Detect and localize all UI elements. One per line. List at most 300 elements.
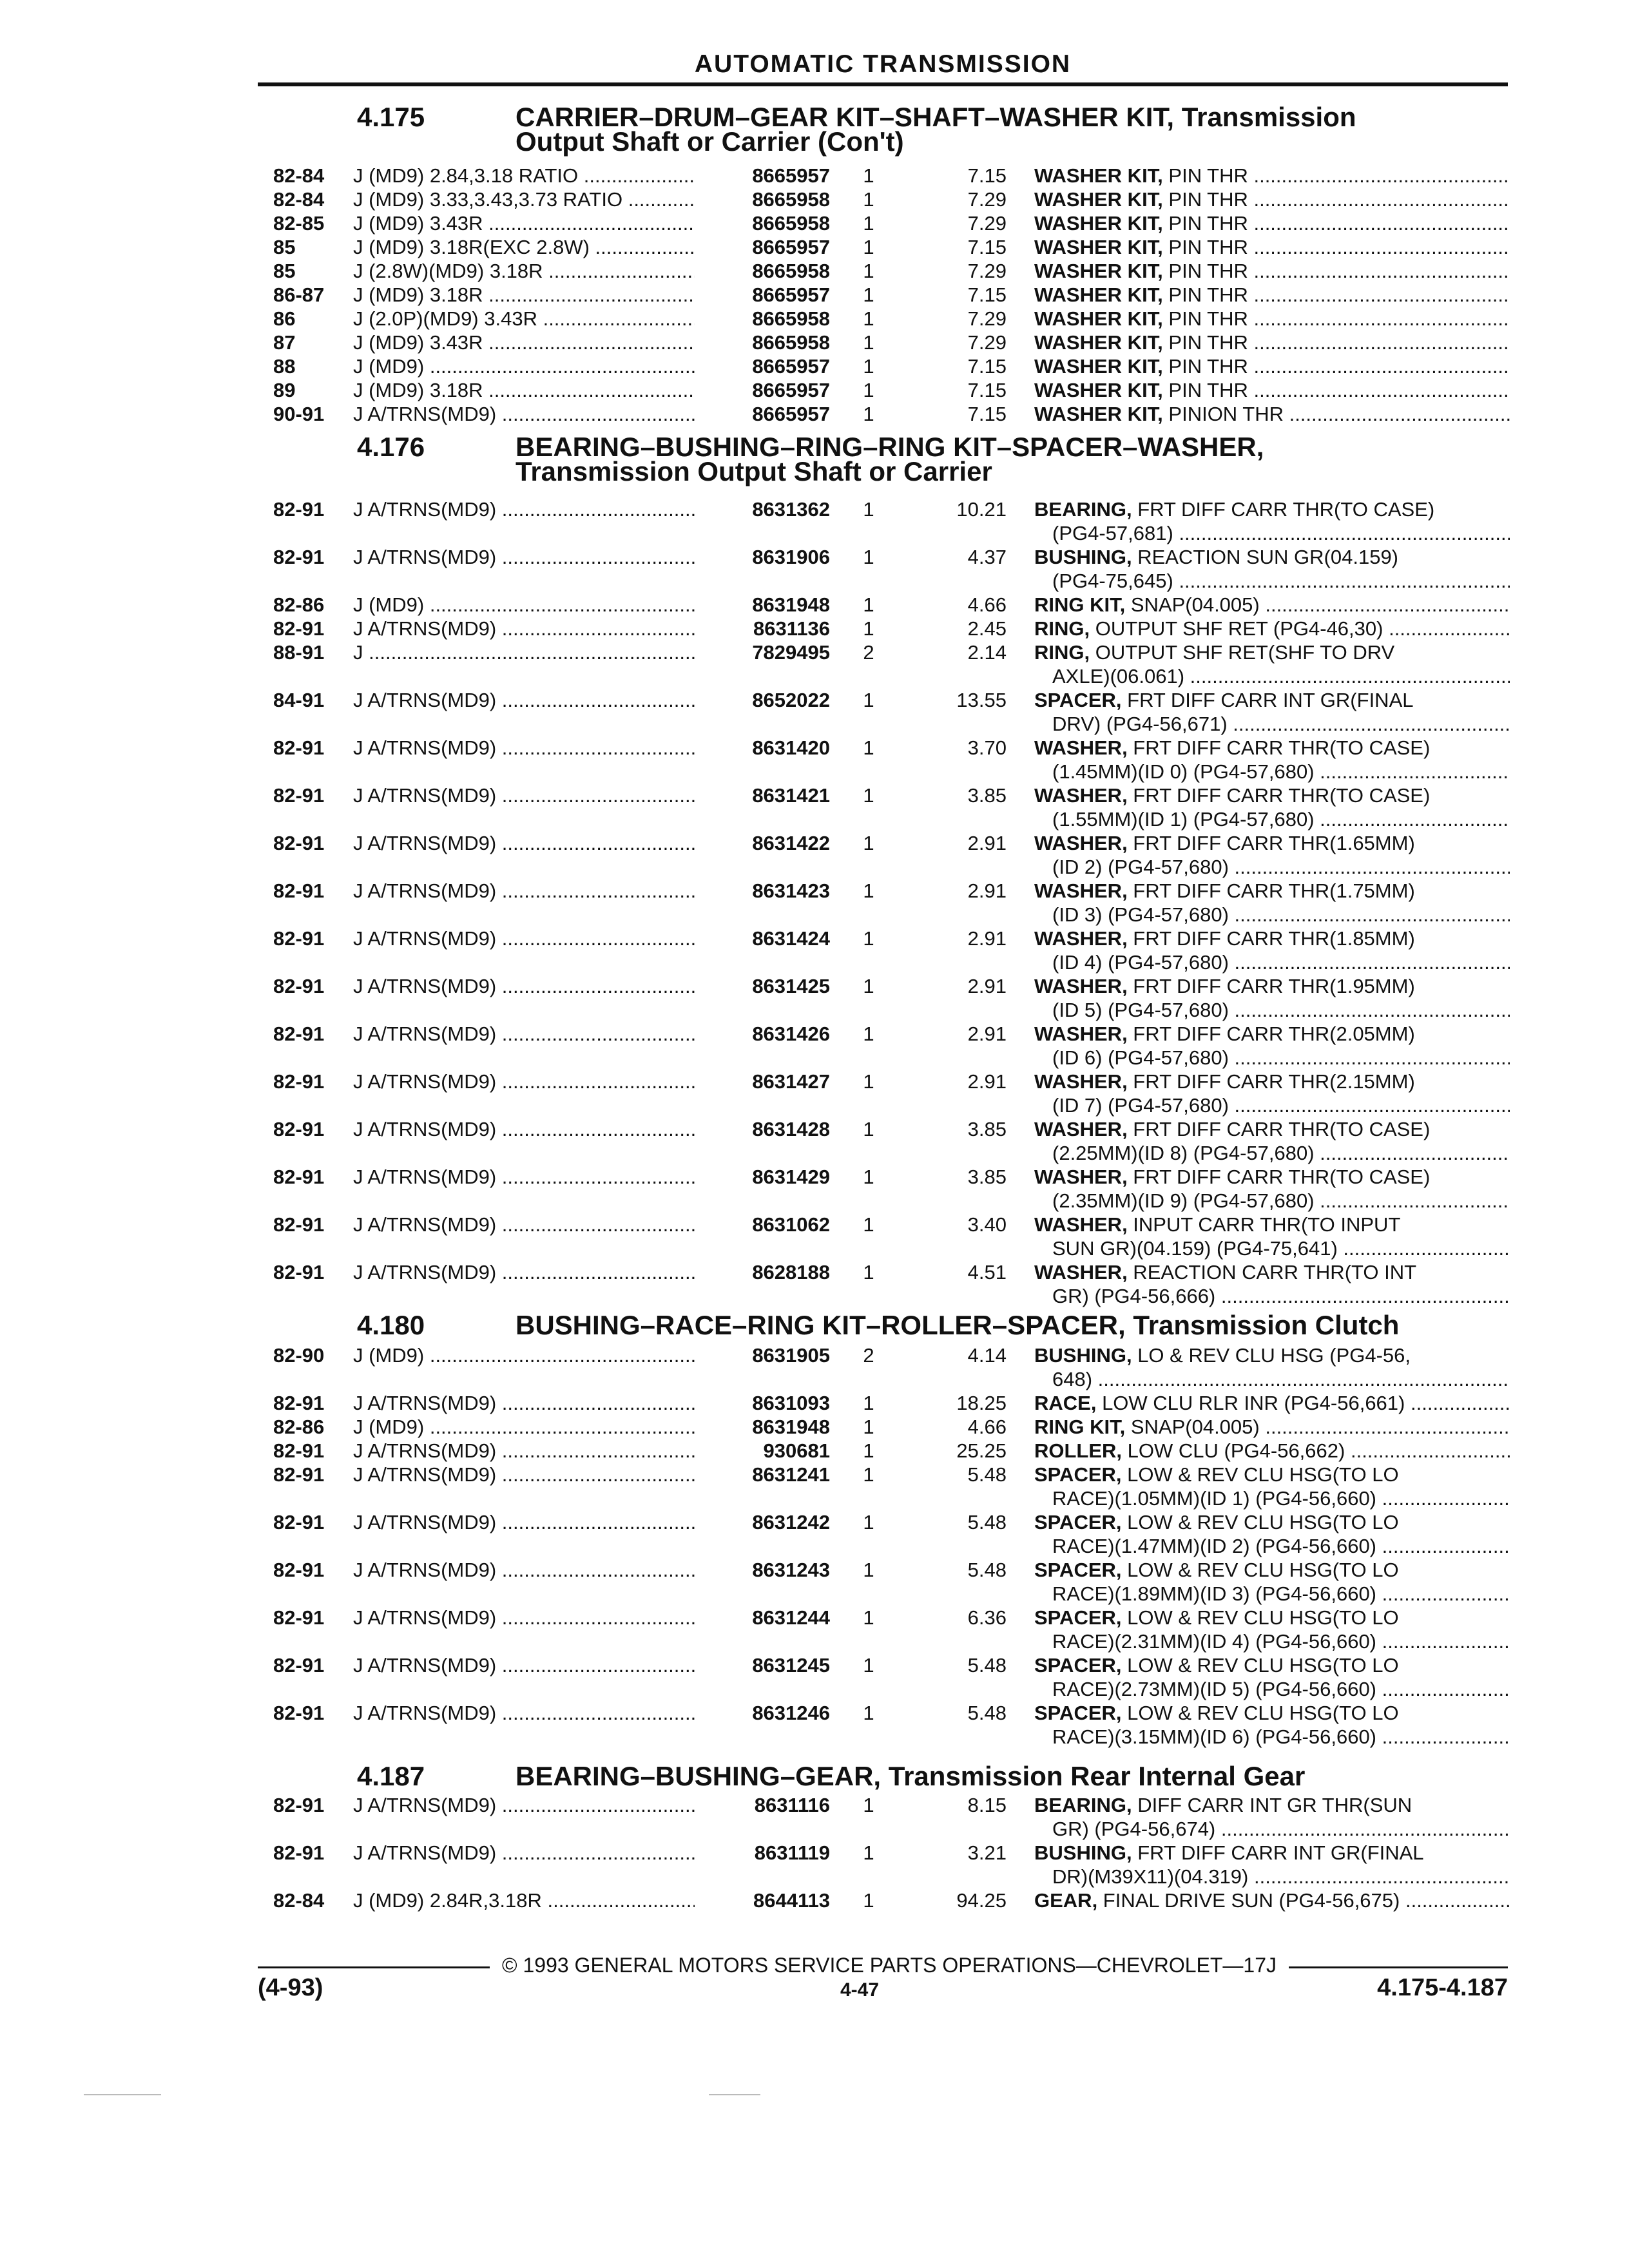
parts-row	[0, 1841, 1629, 1886]
description-continuation: SUN GR)(04.159) (PG4-75,641) .....	[1034, 1236, 1510, 1260]
quantity: 1	[863, 975, 874, 997]
description-detail: LOW & REV CLU HSG(TO LO	[1121, 1606, 1399, 1629]
quantity: 1	[863, 1070, 874, 1093]
description	[1034, 974, 1510, 1022]
section-title-text: BEARING–BUSHING–RING–RING KIT–SPACER–WASHER,	[516, 432, 1264, 462]
description	[1034, 617, 1510, 640]
description	[1034, 1841, 1510, 1888]
description-detail: PIN THR	[1162, 284, 1248, 306]
description-noun: WASHER,	[1034, 1213, 1128, 1236]
parts-row	[0, 1510, 1629, 1555]
part-number: 8631136	[753, 617, 830, 640]
description-noun: WASHER,	[1034, 784, 1128, 807]
description-continuation: AXLE)(06.061) .....	[1034, 664, 1510, 688]
part-number: 8631428	[752, 1118, 830, 1140]
part-number: 8631062	[752, 1213, 830, 1236]
application: J A/TRNS(MD9) .....	[353, 1793, 695, 1817]
description-line	[1034, 1439, 1510, 1463]
application: J (MD9) 3.18R .....	[353, 283, 695, 307]
description-noun: WASHER,	[1034, 1166, 1128, 1188]
section-number: 4.180	[357, 1310, 425, 1340]
price: 4.66	[967, 1416, 1007, 1438]
application: J A/TRNS(MD9) .....	[353, 974, 695, 998]
price: 7.29	[967, 260, 1007, 282]
quantity: 1	[863, 832, 874, 854]
description	[1034, 378, 1510, 402]
description	[1034, 1439, 1510, 1463]
section-title-text: CARRIER–DRUM–GEAR KIT–SHAFT–WASHER KIT, Transmission	[516, 102, 1356, 132]
quantity: 1	[863, 1463, 874, 1486]
section-title-4-175	[357, 103, 1517, 157]
description-detail: LOW CLU RLR INR (PG4-56,661)	[1096, 1392, 1405, 1414]
quantity: 1	[863, 1392, 874, 1414]
parts-row	[0, 1070, 1629, 1115]
price: 25.25	[956, 1439, 1007, 1462]
price: 5.48	[967, 1463, 1007, 1486]
application: J A/TRNS(MD9) .....	[353, 1558, 695, 1582]
description-noun: WASHER KIT,	[1034, 284, 1163, 306]
page-header: AUTOMATIC TRANSMISSION	[694, 50, 1072, 78]
part-number: 8631243	[752, 1559, 830, 1581]
description-line	[1034, 1415, 1510, 1439]
parts-row	[0, 879, 1629, 924]
application: J (MD9) 2.84R,3.18R .....	[353, 1888, 695, 1912]
description-detail: FRT DIFF CARR THR(TO CASE)	[1127, 1166, 1431, 1188]
section-number: 4.176	[357, 432, 425, 462]
quantity: 1	[863, 1416, 874, 1438]
description-noun: WASHER,	[1034, 1023, 1128, 1045]
description-detail: OUTPUT SHF RET(SHF TO DRV	[1090, 641, 1395, 664]
price: 2.91	[967, 1023, 1007, 1045]
description-line	[1034, 783, 1510, 807]
model-years: 82-91	[273, 1261, 325, 1283]
model-years: 82-91	[273, 1463, 325, 1486]
description-detail: PIN THR	[1162, 236, 1248, 258]
part-number: 8631119	[754, 1841, 830, 1864]
description-line	[1034, 593, 1510, 617]
model-years: 88-91	[273, 641, 325, 664]
footer-section-range: 4.175-4.187	[1377, 1974, 1508, 2001]
part-number: 7829495	[752, 641, 830, 664]
description	[1034, 736, 1510, 783]
description	[1034, 783, 1510, 831]
description-line	[1034, 927, 1510, 950]
description-noun: GEAR,	[1034, 1889, 1098, 1912]
description-noun: WASHER KIT,	[1034, 212, 1163, 235]
description	[1034, 187, 1510, 211]
description-line	[1034, 1653, 1510, 1677]
price: 4.66	[967, 593, 1007, 616]
quantity: 1	[863, 1023, 874, 1045]
quantity: 1	[863, 784, 874, 807]
description-noun: RING,	[1034, 641, 1090, 664]
model-years: 85	[273, 236, 296, 258]
quantity: 1	[863, 403, 874, 425]
model-years: 82-91	[273, 1606, 325, 1629]
description-line	[1034, 831, 1510, 855]
description-line	[1034, 1260, 1510, 1284]
application: J (MD9) 3.33,3.43,3.73 RATIO .....	[353, 187, 695, 211]
description-noun: BUSHING,	[1034, 546, 1132, 568]
application: J A/TRNS(MD9) .....	[353, 736, 695, 760]
part-number: 8665957	[752, 164, 830, 187]
description-detail: REACTION SUN GR(04.159)	[1132, 546, 1399, 568]
quantity: 1	[863, 284, 874, 306]
description-noun: WASHER,	[1034, 832, 1128, 854]
parts-row	[0, 1343, 1629, 1389]
application: J A/TRNS(MD9) .....	[353, 1213, 695, 1236]
description-continuation: (PG4-75,645) .....	[1034, 569, 1510, 593]
part-number: 8631362	[752, 498, 830, 521]
parts-row	[0, 545, 1629, 590]
description	[1034, 331, 1510, 354]
description-line	[1034, 688, 1510, 712]
description	[1034, 1213, 1510, 1260]
model-years: 82-90	[273, 1344, 325, 1367]
model-years: 82-91	[273, 1511, 325, 1533]
description-detail: FRT DIFF CARR THR(2.15MM)	[1127, 1070, 1415, 1093]
model-years: 87	[273, 331, 296, 354]
section-title-subtext: Output Shaft or Carrier (Con't)	[516, 126, 904, 157]
price: 2.91	[967, 832, 1007, 854]
part-number: 8631421	[752, 784, 830, 807]
description-detail: PIN THR	[1162, 355, 1248, 378]
application: J A/TRNS(MD9) .....	[353, 1070, 695, 1093]
description-detail: LOW & REV CLU HSG(TO LO	[1121, 1559, 1399, 1581]
part-number: 8665958	[752, 188, 830, 211]
description-line	[1034, 1213, 1510, 1236]
description-noun: BUSHING,	[1034, 1841, 1132, 1864]
price: 94.25	[956, 1889, 1007, 1912]
description-noun: WASHER KIT,	[1034, 236, 1163, 258]
application: J (MD9) 3.18R .....	[353, 378, 695, 402]
description-continuation: RACE)(2.31MM)(ID 4) (PG4-56,660) .....	[1034, 1629, 1510, 1653]
description-detail: OUTPUT SHF RET (PG4-46,30)	[1090, 617, 1383, 640]
description-detail: SNAP(04.005)	[1125, 593, 1260, 616]
quantity: 1	[863, 1439, 874, 1462]
description-detail: FRT DIFF CARR INT GR(FINAL	[1121, 689, 1414, 711]
price: 7.15	[967, 284, 1007, 306]
description-line	[1034, 1117, 1510, 1141]
quantity: 1	[863, 736, 874, 759]
description-continuation: (2.25MM)(ID 8) (PG4-57,680) .....	[1034, 1141, 1510, 1165]
quantity: 1	[863, 927, 874, 950]
application: J A/TRNS(MD9) .....	[353, 1260, 695, 1284]
parts-row	[0, 1701, 1629, 1746]
description-detail: FRT DIFF CARR THR(1.65MM)	[1127, 832, 1415, 854]
application: J A/TRNS(MD9) .....	[353, 1841, 695, 1865]
application: J .....	[353, 640, 695, 664]
description-line	[1034, 617, 1510, 640]
model-years: 82-91	[273, 1023, 325, 1045]
description-line	[1034, 736, 1510, 760]
description-continuation: (1.45MM)(ID 0) (PG4-57,680) .....	[1034, 760, 1510, 783]
part-number: 8631116	[754, 1794, 830, 1816]
description-detail: DIFF CARR INT GR THR(SUN	[1132, 1794, 1412, 1816]
price: 2.91	[967, 1070, 1007, 1093]
description	[1034, 283, 1510, 307]
description-noun: BUSHING,	[1034, 1344, 1132, 1367]
price: 4.37	[967, 546, 1007, 568]
model-years: 82-91	[273, 546, 325, 568]
quantity: 1	[863, 307, 874, 330]
part-number: 8665958	[752, 260, 830, 282]
price: 7.15	[967, 164, 1007, 187]
description	[1034, 927, 1510, 974]
part-number: 8631246	[752, 1702, 830, 1724]
description-noun: BEARING,	[1034, 498, 1132, 521]
quantity: 1	[863, 260, 874, 282]
quantity: 1	[863, 164, 874, 187]
description-detail: PIN THR	[1162, 260, 1248, 282]
parts-row	[0, 1653, 1629, 1698]
quantity: 1	[863, 355, 874, 378]
description-noun: WASHER,	[1034, 879, 1128, 902]
section-title-4-176	[357, 433, 1517, 487]
description-noun: SPACER,	[1034, 1702, 1122, 1724]
description-noun: SPACER,	[1034, 1511, 1122, 1533]
description-continuation: DR)(M39X11)(04.319) .....	[1034, 1865, 1510, 1888]
price: 2.14	[967, 641, 1007, 664]
description-detail: PINION THR	[1162, 403, 1284, 425]
model-years: 82-91	[273, 784, 325, 807]
part-number: 8631093	[752, 1392, 830, 1414]
quantity: 1	[863, 1654, 874, 1677]
description-noun: WASHER,	[1034, 975, 1128, 997]
section-number: 4.187	[357, 1761, 425, 1791]
description	[1034, 1165, 1510, 1213]
description-noun: WASHER KIT,	[1034, 260, 1163, 282]
quantity: 1	[863, 1118, 874, 1140]
application: J (MD9) .....	[353, 593, 695, 617]
description-line	[1034, 545, 1510, 569]
description	[1034, 640, 1510, 688]
description-noun: RING KIT,	[1034, 593, 1126, 616]
description-detail: FINAL DRIVE SUN (PG4-56,675)	[1097, 1889, 1400, 1912]
price: 7.15	[967, 236, 1007, 258]
application: J (MD9) .....	[353, 354, 695, 378]
quantity: 1	[863, 593, 874, 616]
parts-row	[0, 783, 1629, 829]
part-number: 8665957	[752, 284, 830, 306]
description-detail: FRT DIFF CARR THR(TO CASE)	[1127, 1118, 1431, 1140]
description-line	[1034, 211, 1510, 235]
price: 3.85	[967, 1166, 1007, 1188]
application: J A/TRNS(MD9) .....	[353, 1391, 695, 1415]
application: J A/TRNS(MD9) .....	[353, 1701, 695, 1725]
part-number: 8631423	[752, 879, 830, 902]
part-number: 8628188	[752, 1261, 830, 1283]
description	[1034, 1022, 1510, 1070]
parts-row	[0, 688, 1629, 733]
model-years: 82-85	[273, 212, 325, 235]
description-noun: RING KIT,	[1034, 1416, 1126, 1438]
model-years: 82-91	[273, 1841, 325, 1864]
description	[1034, 307, 1510, 331]
part-number: 8665958	[752, 331, 830, 354]
description-noun: ROLLER,	[1034, 1439, 1123, 1462]
model-years: 82-91	[273, 1392, 325, 1414]
part-number: 8631426	[752, 1023, 830, 1045]
price: 3.85	[967, 1118, 1007, 1140]
description-line	[1034, 331, 1510, 354]
description	[1034, 402, 1510, 426]
quantity: 1	[863, 236, 874, 258]
parts-row	[0, 974, 1629, 1019]
quantity: 1	[863, 1841, 874, 1864]
model-years: 82-91	[273, 1439, 325, 1462]
quantity: 1	[863, 1213, 874, 1236]
price: 3.85	[967, 784, 1007, 807]
description-continuation: RACE)(1.05MM)(ID 1) (PG4-56,660) .....	[1034, 1486, 1510, 1510]
description	[1034, 1070, 1510, 1117]
quantity: 1	[863, 1702, 874, 1724]
part-number: 8631429	[752, 1166, 830, 1188]
application: J A/TRNS(MD9) .....	[353, 402, 695, 426]
application: J (MD9) 3.18R(EXC 2.8W) .....	[353, 235, 695, 259]
application: J A/TRNS(MD9) .....	[353, 497, 695, 521]
description-line	[1034, 1165, 1510, 1189]
model-years: 82-84	[273, 188, 325, 211]
description-detail: PIN THR	[1162, 307, 1248, 330]
price: 5.48	[967, 1559, 1007, 1581]
model-years: 82-91	[273, 1166, 325, 1188]
quantity: 1	[863, 331, 874, 354]
description-line	[1034, 1510, 1510, 1534]
description-line	[1034, 640, 1510, 664]
model-years: 86	[273, 307, 296, 330]
description-noun: WASHER,	[1034, 927, 1128, 950]
parts-row	[0, 927, 1629, 972]
model-years: 82-91	[273, 975, 325, 997]
description	[1034, 688, 1510, 736]
model-years: 82-91	[273, 498, 325, 521]
application: J A/TRNS(MD9) .....	[353, 879, 695, 903]
description-continuation: GR) (PG4-56,674) .....	[1034, 1817, 1510, 1841]
description	[1034, 1260, 1510, 1308]
application: J (MD9) .....	[353, 1415, 695, 1439]
description-line	[1034, 1070, 1510, 1093]
part-number: 8631242	[752, 1511, 830, 1533]
application: J A/TRNS(MD9) .....	[353, 688, 695, 712]
scan-artifact	[84, 2094, 161, 2095]
parts-row	[0, 1165, 1629, 1210]
quantity: 1	[863, 498, 874, 521]
description-line	[1034, 1022, 1510, 1046]
description	[1034, 1117, 1510, 1165]
description-continuation: (ID 2) (PG4-57,680) .....	[1034, 855, 1510, 879]
description	[1034, 831, 1510, 879]
description-noun: SPACER,	[1034, 1559, 1122, 1581]
model-years: 82-84	[273, 1889, 325, 1912]
description-detail: PIN THR	[1162, 212, 1248, 235]
description	[1034, 354, 1510, 378]
description-noun: WASHER,	[1034, 736, 1128, 759]
model-years: 82-91	[273, 1702, 325, 1724]
parts-row	[0, 1213, 1629, 1258]
description	[1034, 1701, 1510, 1749]
part-number: 8652022	[752, 689, 830, 711]
model-years: 82-91	[273, 927, 325, 950]
footer-rule-right	[1289, 1966, 1508, 1968]
description-detail: FRT DIFF CARR THR(TO CASE)	[1127, 784, 1431, 807]
part-number: 8631948	[752, 1416, 830, 1438]
model-years: 89	[273, 379, 296, 401]
description-detail: LO & REV CLU HSG (PG4-56,	[1132, 1344, 1411, 1367]
part-number: 8665958	[752, 307, 830, 330]
parts-row	[0, 1260, 1629, 1305]
application: J A/TRNS(MD9) .....	[353, 1606, 695, 1629]
description-line	[1034, 235, 1510, 259]
description-continuation: (PG4-57,681) .....	[1034, 521, 1510, 545]
price: 5.48	[967, 1511, 1007, 1533]
scan-artifact	[709, 2094, 760, 2095]
quantity: 1	[863, 1559, 874, 1581]
description	[1034, 545, 1510, 593]
parts-row	[0, 1117, 1629, 1162]
part-number: 8631420	[752, 736, 830, 759]
parts-row	[0, 640, 1629, 686]
parts-row	[0, 1463, 1629, 1508]
part-number: 8631245	[752, 1654, 830, 1677]
part-number: 8644113	[753, 1889, 830, 1912]
model-years: 82-91	[273, 832, 325, 854]
description-detail: LOW & REV CLU HSG(TO LO	[1121, 1511, 1399, 1533]
application: J A/TRNS(MD9) .....	[353, 1022, 695, 1046]
quantity: 1	[863, 617, 874, 640]
part-number: 8665957	[752, 236, 830, 258]
description-noun: BEARING,	[1034, 1794, 1132, 1816]
description	[1034, 1888, 1510, 1912]
application: J A/TRNS(MD9) .....	[353, 1510, 695, 1534]
description-detail: INPUT CARR THR(TO INPUT	[1127, 1213, 1401, 1236]
header-rule	[258, 82, 1508, 86]
price: 7.29	[967, 188, 1007, 211]
application: J (MD9) .....	[353, 1343, 695, 1367]
description-line	[1034, 1701, 1510, 1725]
description-noun: WASHER KIT,	[1034, 188, 1163, 211]
description-line	[1034, 1463, 1510, 1486]
description-noun: RING,	[1034, 617, 1090, 640]
price: 3.40	[967, 1213, 1007, 1236]
part-number: 8665958	[752, 212, 830, 235]
description	[1034, 1463, 1510, 1510]
description	[1034, 1415, 1510, 1439]
parts-row	[0, 497, 1629, 543]
description-noun: WASHER KIT,	[1034, 331, 1163, 354]
description-line	[1034, 879, 1510, 903]
section-title-4-187	[357, 1762, 1517, 1792]
description	[1034, 1606, 1510, 1653]
description-continuation: RACE)(1.47MM)(ID 2) (PG4-56,660) .....	[1034, 1534, 1510, 1558]
description-continuation: DRV) (PG4-56,671) .....	[1034, 712, 1510, 736]
description-line	[1034, 1391, 1510, 1415]
description-line	[1034, 974, 1510, 998]
application: J A/TRNS(MD9) .....	[353, 1117, 695, 1141]
footer-rule-left	[258, 1966, 490, 1968]
model-years: 82-91	[273, 1213, 325, 1236]
part-number: 8631427	[752, 1070, 830, 1093]
description-noun: WASHER KIT,	[1034, 355, 1163, 378]
description-noun: RACE,	[1034, 1392, 1097, 1414]
model-years: 82-91	[273, 736, 325, 759]
description-continuation: (1.55MM)(ID 1) (PG4-57,680) .....	[1034, 807, 1510, 831]
price: 6.36	[967, 1606, 1007, 1629]
description	[1034, 1558, 1510, 1606]
model-years: 84-91	[273, 689, 325, 711]
description-noun: WASHER KIT,	[1034, 164, 1163, 187]
description-line	[1034, 354, 1510, 378]
